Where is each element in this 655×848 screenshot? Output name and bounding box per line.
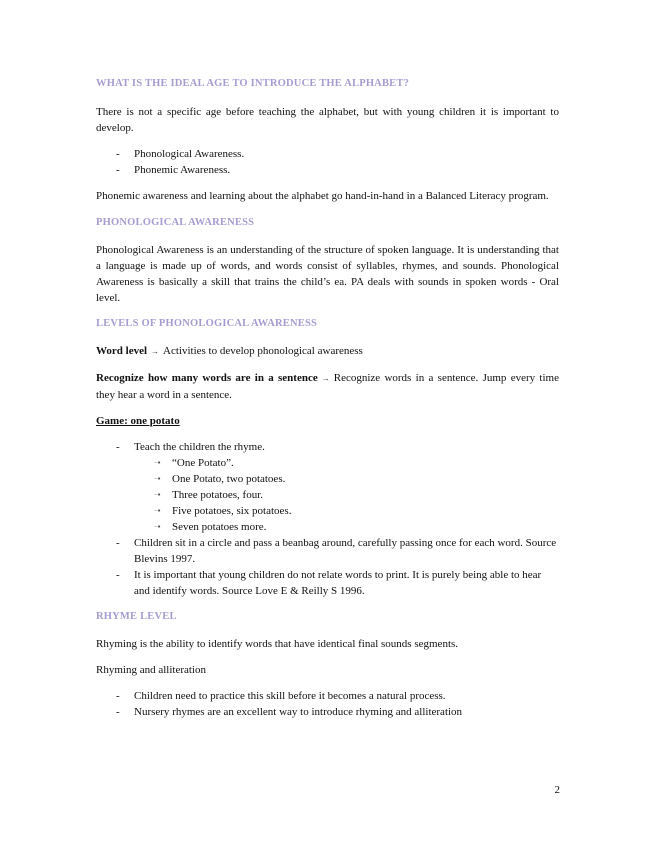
game-title-line bbox=[96, 413, 559, 429]
heading-rhyme: RHYME LEVEL bbox=[96, 611, 177, 622]
rhyme-line bbox=[134, 487, 559, 503]
word-level-text: Activities to develop phonological awareness bbox=[163, 345, 363, 357]
word-level-line bbox=[96, 343, 559, 360]
rhyme-list bbox=[96, 688, 559, 720]
word-level-label: Word level bbox=[96, 345, 148, 357]
game-list bbox=[96, 439, 559, 599]
right-arrow-icon: → bbox=[321, 374, 330, 383]
list-item: - It is important that young children do not relate words to print. It is purely being able to hear and identify words. Source Love E & Reilly S 1996. bbox=[96, 567, 559, 599]
list-item: - Phonological Awareness. bbox=[96, 146, 559, 162]
rhyme-line bbox=[134, 503, 559, 519]
rhyme-line bbox=[134, 471, 559, 487]
arrow-bullet-icon: ➝ bbox=[154, 522, 161, 531]
recognize-text: Recognize words in a sentence. Jump every time they hear a word in a sentence. bbox=[96, 372, 559, 401]
list-item: - Nursery rhymes are an excellent way to introduce rhyming and alliteration bbox=[96, 704, 559, 720]
rhyme-line-text: Five potatoes, six potatoes. bbox=[172, 505, 292, 517]
rhyme-body: Rhyming is the ability to identify words that have identical final sounds segments. bbox=[96, 638, 459, 650]
heading-phonological: PHONOLOGICAL AWARENESS bbox=[96, 217, 255, 228]
ideal-age-intro: There is not a specific age before teaching the alphabet, but with young children it is important to develop. bbox=[96, 106, 559, 134]
list-item: - Children need to practice this skill before it becomes a natural process. bbox=[96, 688, 559, 704]
rhyme-line-text: Three potatoes, four. bbox=[172, 489, 264, 501]
rhyme-line-text: “One Potato”. bbox=[172, 457, 234, 469]
arrow-bullet-icon: ➝ bbox=[154, 490, 161, 499]
ideal-age-list bbox=[96, 146, 559, 178]
arrow-bullet-icon: ➝ bbox=[154, 506, 161, 515]
recognize-line bbox=[96, 370, 559, 403]
heading-ideal-age: WHAT IS THE IDEAL AGE TO INTRODUCE THE ALPHABET? bbox=[96, 78, 410, 89]
game-title: Game: one potato bbox=[96, 415, 180, 427]
game-item-text: Teach the children the rhyme. bbox=[134, 441, 265, 453]
rhyme-line bbox=[134, 519, 559, 535]
arrow-bullet-icon: ➝ bbox=[154, 474, 161, 483]
phonological-body: Phonological Awareness is an understanding of the structure of spoken language. It is understanding that a language is made up of words, and words consist of syllables, rhymes, and sounds. Phonological Awareness is basically a skill that trains the child’s ea. PA deals with sounds in spoken words - Oral level. bbox=[96, 244, 559, 304]
rhyme-lines-list bbox=[134, 455, 559, 535]
list-item bbox=[96, 439, 559, 535]
rhyme-line-text: One Potato, two potatoes. bbox=[172, 473, 286, 485]
heading-levels: LEVELS OF PHONOLOGICAL AWARENESS bbox=[96, 318, 318, 329]
rhyme-subheading: Rhyming and alliteration bbox=[96, 664, 206, 676]
list-item: - Children sit in a circle and pass a beanbag around, carefully passing once for each word. Source Blevins 1997. bbox=[96, 535, 559, 567]
recognize-label: Recognize how many words are in a sentence bbox=[96, 372, 318, 384]
ideal-age-closing: Phonemic awareness and learning about the alphabet go hand-in-hand in a Balanced Literacy program. bbox=[96, 190, 549, 202]
rhyme-line-text: Seven potatoes more. bbox=[172, 521, 267, 533]
rhyme-line bbox=[134, 455, 559, 471]
arrow-bullet-icon: ➝ bbox=[154, 458, 161, 467]
page-number: 2 bbox=[554, 784, 560, 796]
right-arrow-icon: → bbox=[151, 347, 160, 356]
list-item: - Phonemic Awareness. bbox=[96, 162, 559, 178]
page-content bbox=[96, 76, 559, 730]
